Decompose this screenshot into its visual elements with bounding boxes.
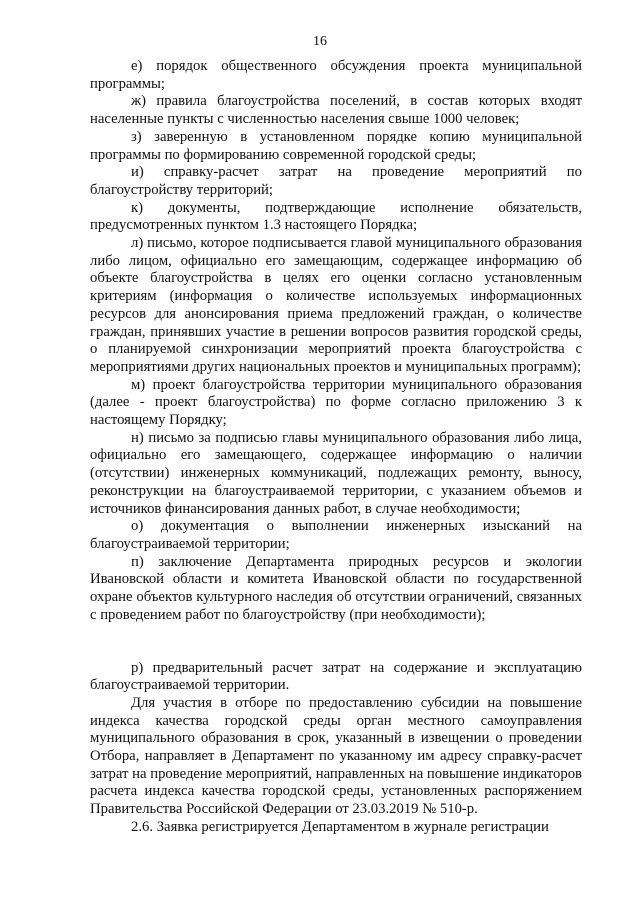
page-number: 16 <box>313 34 327 49</box>
item-r: р) предварительный расчет затрат на содержание и эксплуатацию благоустраиваемой территории. <box>90 659 582 694</box>
item-e: е) порядок общественного обсуждения проекта муниципальной программы; <box>90 58 582 92</box>
item-n: н) письмо за подписью главы муниципального образования либо лица, официально его замещающего, содержащее информацию о наличии (отсутствии) инженерных коммуникаций, подлежащих ремонту, выносу, реконструкции на благоустраиваемой территории, с указанием объемов и источников финансирования данных работ, в случае необходимости; <box>90 429 582 517</box>
item-o: о) документация о выполнении инженерных изысканий на благоустраиваемой территории; <box>90 518 582 552</box>
item-z: з) заверенную в установленном порядке копию муниципальной программы по формированию современной городской среды; <box>90 128 582 163</box>
item-p: п) заключение Департамента природных ресурсов и экологии Ивановской области и комитета Ивановской области по государственной охране объектов культурного наследия об отсутствии ограничений, связанных с проведением работ по благоустройству (при необходимости); <box>90 553 582 623</box>
section-2-6: 2.6. Заявка регистрируется Департаментом в журнале регистрации <box>131 818 549 835</box>
item-l: л) письмо, которое подписывается главой муниципального образования либо лицом, официально его замещающим, содержащее информацию об объекте благоустройства в целях его оценки согласно установленным критериям (информация о количестве используемых информационных ресурсов для анонсирования приема предложений граждан, о количестве граждан, принявших участие в решении вопросов развития городской среды, о планируемой синхронизации мероприятий проекта благоустройства с мероприятиями других национальных проектов и муниципальных программ); <box>90 235 582 375</box>
participation-paragraph: Для участия в отборе по предоставлению субсидии на повышение индекса качества городской среды орган местного самоуправления муниципального образования в срок, указанный в извещении о проведении Отбора, направляет в Департамент по указанному им адресу справку-расчет затрат на проведение мероприятий, направленных на повышение индикаторов расчета индекса качества городской среды, установленных распоряжением Правительства Российской Федерации от 23.03.2019 № 510-р. <box>90 694 582 818</box>
item-k: к) документы, подтверждающие исполнение обязательств, предусмотренных пунктом 1.3 настоящего Порядка; <box>90 199 582 234</box>
document-body <box>90 58 582 837</box>
item-zh: ж) правила благоустройства поселений, в состав которых входят населенные пункты с численностью населения свыше 1000 человек; <box>90 93 582 128</box>
item-m: м) проект благоустройства территории муниципального образования (далее - проект благоустройства) по форме согласно приложению 3 к настоящему Порядку; <box>90 376 582 429</box>
item-i: и) справку-расчет затрат на проведение мероприятий по благоустройству территорий; <box>90 164 582 198</box>
